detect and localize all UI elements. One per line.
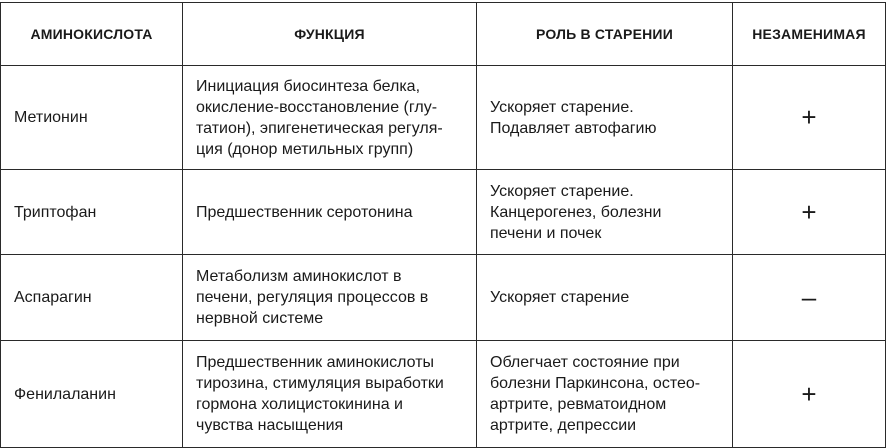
function-cell [183, 66, 477, 170]
function-cell [183, 255, 477, 341]
role-line: Ускоряет старение. [490, 182, 634, 200]
essential-mark: + [733, 66, 886, 170]
amino-acid-name: Аспарагин [1, 255, 183, 341]
function-line: Метаболизм аминокислот в [196, 268, 402, 285]
header-amino-acid: АМИНОКИСЛОТА [1, 3, 183, 66]
table-row [1, 170, 886, 255]
table-row [1, 66, 886, 170]
table-row [1, 255, 886, 341]
header-essential: НЕЗАМЕНИМАЯ [733, 3, 886, 66]
header-function: ФУНКЦИЯ [183, 3, 477, 66]
amino-acid-table [0, 2, 886, 448]
role-line: Облегчает состояние при [490, 354, 680, 371]
function-line: чувства насыщения [196, 417, 344, 434]
role-line: Подавляет автофагию [490, 119, 657, 137]
function-line: тирозина, стимуляция выработки [196, 375, 444, 392]
role-line: печени и почек [490, 224, 602, 242]
function-line: Предшественник аминокислоты [196, 354, 435, 371]
aging-role-cell [477, 341, 733, 448]
function-line: печени, регуляция процессов в [196, 289, 429, 306]
function-line: Предшественник серотонина [196, 203, 413, 221]
essential-mark: – [733, 255, 886, 341]
function-line: нервной системе [196, 310, 324, 327]
function-cell [183, 170, 477, 255]
amino-acid-name: Метионин [1, 66, 183, 170]
role-line: Ускоряет старение [490, 289, 630, 306]
function-line: ция (донор метильных групп) [196, 140, 414, 158]
role-line: артрите, депрессии [490, 417, 637, 434]
function-line: татион), эпигенетическая регуля- [196, 119, 443, 137]
header-aging-role: РОЛЬ В СТАРЕНИИ [477, 3, 733, 66]
amino-acid-name: Триптофан [1, 170, 183, 255]
role-line: артрите, ревматоидном [490, 396, 667, 413]
function-line: окисление-восстановление (глу- [196, 98, 438, 116]
aging-role-cell [477, 255, 733, 341]
essential-mark: + [733, 170, 886, 255]
header-row [1, 3, 886, 66]
amino-acid-name: Фенилаланин [1, 341, 183, 448]
table-row [1, 341, 886, 448]
function-line: Инициация биосинтеза белка, [196, 77, 421, 95]
function-line: гормона холицистокинина и [196, 396, 403, 413]
role-line: болезни Паркинсона, остео- [490, 375, 701, 392]
role-line: Ускоряет старение. [490, 98, 634, 116]
aging-role-cell [477, 66, 733, 170]
role-line: Канцерогенез, болезни [490, 203, 662, 221]
function-cell [183, 341, 477, 448]
aging-role-cell [477, 170, 733, 255]
essential-mark: + [733, 341, 886, 448]
